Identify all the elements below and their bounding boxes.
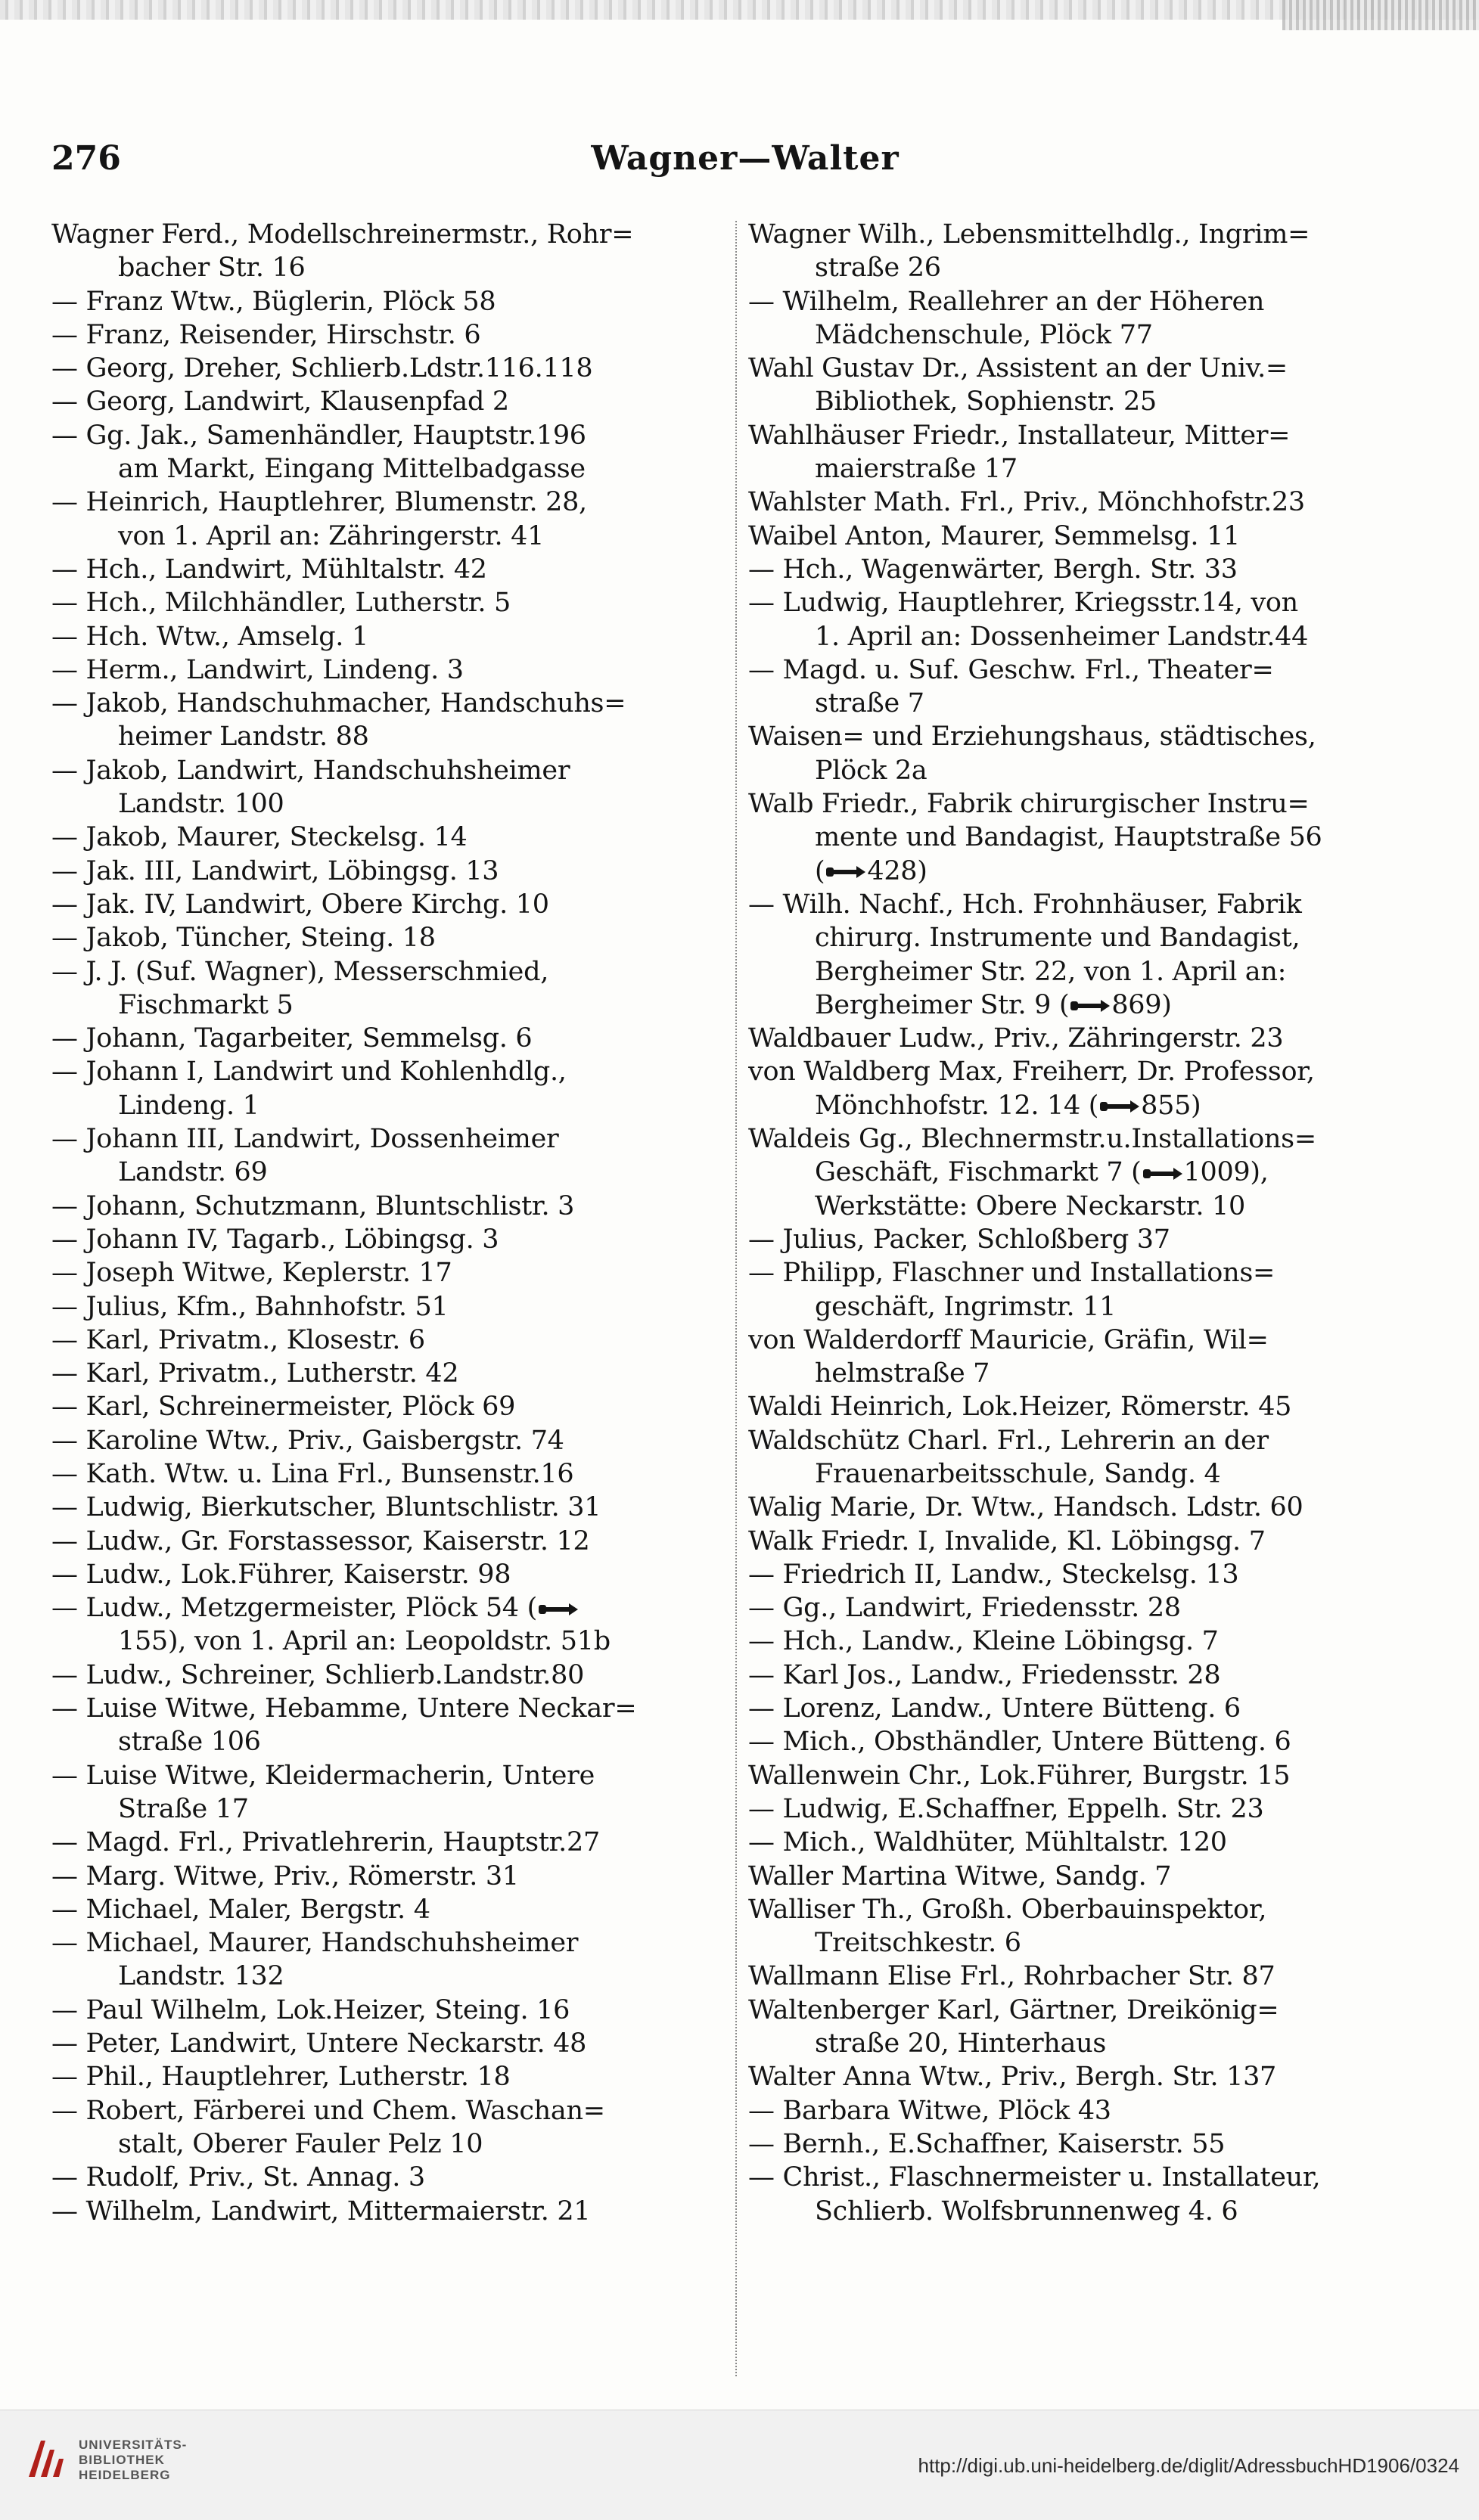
directory-entry-line xyxy=(748,1390,1433,1423)
directory-entry-line xyxy=(748,1759,1433,1792)
entry-text: — Hch., Milchhändler, Lutherstr. 5 xyxy=(51,588,511,619)
entry-text: Walb Friedr., Fabrik chirurgischer Instru= xyxy=(748,789,1310,820)
entry-text: — Georg, Landwirt, Klausenpfad 2 xyxy=(51,386,509,417)
entry-text: Wagner Ferd., Modellschreinermstr., Rohr= xyxy=(51,219,634,250)
directory-entry-line xyxy=(51,1457,729,1491)
entry-text: — Ludwig, Bierkutscher, Bluntschlistr. 31 xyxy=(51,1492,601,1523)
entry-text: — Jakob, Handschuhmacher, Handschuhs= xyxy=(51,688,626,719)
directory-entry-line xyxy=(51,1122,729,1156)
entry-text: — Ludw., Lok.Führer, Kaiserstr. 98 xyxy=(51,1559,511,1590)
entry-text: straße 7 xyxy=(815,688,924,719)
footer-bar xyxy=(0,2410,1479,2520)
directory-entry-line xyxy=(51,1324,729,1357)
directory-entry-line xyxy=(51,1156,729,1189)
directory-entry-line xyxy=(51,1826,729,1859)
entry-text: 155), von 1. April an: Leopoldstr. 51b xyxy=(118,1626,611,1657)
directory-entry-line xyxy=(51,720,729,753)
directory-entry-line xyxy=(51,855,729,888)
directory-entry-line xyxy=(748,1089,1433,1122)
entry-text: chirurg. Instrumente und Bandagist, xyxy=(815,923,1300,954)
entry-text: — Ludwig, Hauptlehrer, Kriegsstr.14, von xyxy=(748,588,1298,619)
directory-entry-line xyxy=(748,821,1433,854)
directory-entry-line xyxy=(748,1525,1433,1558)
entry-text: — Karl, Privatm., Lutherstr. 42 xyxy=(51,1358,459,1389)
university-library-logo-icon xyxy=(18,2433,71,2486)
directory-entry-line xyxy=(748,1424,1433,1457)
directory-entry-line xyxy=(748,1994,1433,2027)
entry-text: Waisen= und Erziehungshaus, städtisches, xyxy=(748,722,1316,753)
entry-text: — Hch., Landwirt, Mühltalstr. 42 xyxy=(51,554,487,585)
directory-entry-line xyxy=(748,2094,1433,2127)
logo-line: BIBLIOTHEK xyxy=(79,2453,165,2467)
directory-entry-line xyxy=(51,553,729,586)
library-logo-text xyxy=(79,2438,187,2483)
entry-text: heimer Landstr. 88 xyxy=(118,722,369,753)
entry-text: — Hch., Landw., Kleine Löbingsg. 7 xyxy=(748,1626,1219,1657)
entry-text: Treitschkestr. 6 xyxy=(815,1928,1021,1959)
directory-entry-line xyxy=(51,1022,729,1055)
directory-entry-line xyxy=(748,318,1433,352)
entry-text: — Bernh., E.Schaffner, Kaiserstr. 55 xyxy=(748,2128,1226,2159)
logo-line: HEIDELBERG xyxy=(79,2468,171,2482)
entry-text: Bergheimer Str. 22, von 1. April an: xyxy=(815,956,1287,987)
entry-text: — Karoline Wtw., Priv., Gaisbergstr. 74 xyxy=(51,1425,564,1456)
directory-entry-line xyxy=(748,1625,1433,1658)
directory-entry-line xyxy=(51,1055,729,1088)
directory-page xyxy=(47,129,1443,2382)
phone-number-text: 428) xyxy=(867,855,927,886)
directory-entry-line xyxy=(51,1860,729,1893)
directory-entry-line xyxy=(51,486,729,519)
entry-text: Wallenwein Chr., Lok.Führer, Burgstr. 15 xyxy=(748,1760,1291,1791)
telephone-handset-icon xyxy=(1098,1097,1141,1116)
right-column xyxy=(748,218,1433,2228)
directory-entry-line xyxy=(51,1792,729,1826)
directory-entry-line xyxy=(748,218,1433,251)
directory-entry-line xyxy=(748,1792,1433,1826)
telephone-handset-icon xyxy=(1069,997,1111,1015)
directory-entry-line xyxy=(748,251,1433,284)
entry-text: — Ludwig, E.Schaffner, Eppelh. Str. 23 xyxy=(748,1793,1264,1824)
directory-entry-line xyxy=(748,586,1433,619)
directory-entry-line xyxy=(51,988,729,1022)
directory-entry-line xyxy=(51,1357,729,1390)
directory-entry-line xyxy=(748,1022,1433,1055)
directory-entry-line xyxy=(51,1089,729,1122)
directory-entry-line xyxy=(748,285,1433,318)
entry-text: Walliser Th., Großh. Oberbauinspektor, xyxy=(748,1894,1267,1925)
directory-entry-line xyxy=(748,1357,1433,1390)
entry-text: — Karl, Privatm., Klosestr. 6 xyxy=(51,1324,425,1355)
entry-text: Geschäft, Fischmarkt 7 ( xyxy=(815,1157,1142,1188)
directory-entry-line xyxy=(51,1625,729,1658)
telephone-handset-icon xyxy=(537,1600,579,1618)
entry-text: — Mich., Obsthändler, Untere Bütteng. 6 xyxy=(748,1727,1291,1758)
entry-text: Waldeis Gg., Blechnermstr.u.Installations= xyxy=(748,1124,1316,1155)
directory-entry-line xyxy=(748,653,1433,687)
directory-entry-line xyxy=(748,888,1433,921)
entry-text: von Waldberg Max, Freiherr, Dr. Professor, xyxy=(748,1057,1315,1088)
entry-text: mente und Bandagist, Hauptstraße 56 xyxy=(815,822,1322,853)
entry-text: — Johann I, Landwirt und Kohlenhdlg., xyxy=(51,1057,567,1088)
entry-text: Straße 17 xyxy=(118,1793,249,1824)
phone-number-text: 869) xyxy=(1111,989,1172,1020)
entry-text: — Wilh. Nachf., Hch. Frohnhäuser, Fabrik xyxy=(748,889,1302,920)
directory-entry-line xyxy=(51,352,729,385)
directory-entry-line xyxy=(51,419,729,452)
entry-text: — Mich., Waldhüter, Mühltalstr. 120 xyxy=(748,1827,1227,1858)
entry-text: Werkstätte: Obere Neckarstr. 10 xyxy=(815,1190,1245,1221)
directory-entry-line xyxy=(748,520,1433,553)
entry-text: Mädchenschule, Plöck 77 xyxy=(815,319,1153,350)
directory-entry-line xyxy=(51,754,729,787)
directory-entry-line xyxy=(51,520,729,553)
entry-text: Waldbauer Ludw., Priv., Zähringerstr. 23 xyxy=(748,1023,1284,1054)
directory-entry-line xyxy=(748,620,1433,653)
directory-entry-line xyxy=(51,653,729,687)
directory-entry-line xyxy=(51,1893,729,1926)
entry-text: — Jakob, Landwirt, Handschuhsheimer xyxy=(51,755,570,786)
entry-text: — Michael, Maler, Bergstr. 4 xyxy=(51,1894,430,1925)
directory-entry-line xyxy=(748,2161,1433,2194)
entry-text: Landstr. 132 xyxy=(118,1961,284,1992)
directory-entry-line xyxy=(51,787,729,821)
directory-entry-line xyxy=(51,586,729,619)
directory-entry-line xyxy=(748,720,1433,753)
directory-entry-line xyxy=(51,955,729,988)
directory-entry-line xyxy=(51,1692,729,1725)
directory-entry-line xyxy=(748,1659,1433,1692)
directory-entry-line xyxy=(51,1960,729,1993)
entry-text: — Johann III, Landwirt, Dossenheimer xyxy=(51,1124,559,1155)
directory-entry-line xyxy=(748,1591,1433,1625)
directory-entry-line xyxy=(748,1223,1433,1256)
entry-text: — Magd. Frl., Privatlehrerin, Hauptstr.27 xyxy=(51,1827,600,1858)
entry-text: — Magd. u. Suf. Geschw. Frl., Theater= xyxy=(748,654,1274,685)
entry-text: — Johann, Schutzmann, Bluntschlistr. 3 xyxy=(51,1190,575,1221)
entry-text: Wahl Gustav Dr., Assistent an der Univ.= xyxy=(748,353,1288,384)
directory-entry-line xyxy=(748,921,1433,954)
entry-text: — Julius, Kfm., Bahnhofstr. 51 xyxy=(51,1291,449,1322)
entry-text: Walk Friedr. I, Invalide, Kl. Löbingsg. 7 xyxy=(748,1525,1266,1556)
directory-entry-line xyxy=(51,1256,729,1289)
entry-text: geschäft, Ingrimstr. 11 xyxy=(815,1291,1117,1322)
column-divider xyxy=(735,221,737,2376)
entry-text: — Karl, Schreinermeister, Plöck 69 xyxy=(51,1392,516,1423)
directory-entry-line xyxy=(51,1558,729,1591)
directory-entry-line xyxy=(748,1190,1433,1223)
directory-entry-line xyxy=(51,1390,729,1423)
directory-entry-line xyxy=(748,1558,1433,1591)
directory-entry-line xyxy=(748,385,1433,418)
directory-entry-line xyxy=(748,1860,1433,1893)
entry-text: — Rudolf, Priv., St. Annag. 3 xyxy=(51,2162,425,2193)
scan-top-edge xyxy=(0,0,1479,20)
directory-entry-line xyxy=(51,452,729,486)
directory-entry-line xyxy=(748,1324,1433,1357)
directory-entry-line xyxy=(748,1122,1433,1156)
directory-entry-line xyxy=(51,620,729,653)
page-header xyxy=(47,129,1443,189)
directory-entry-line xyxy=(748,553,1433,586)
directory-entry-line xyxy=(51,687,729,720)
entry-text: — Hch. Wtw., Amselg. 1 xyxy=(51,621,368,652)
entry-text: — Franz Wtw., Büglerin, Plöck 58 xyxy=(51,286,496,317)
entry-text: — J. J. (Suf. Wagner), Messerschmied, xyxy=(51,956,549,987)
entry-text: ( xyxy=(815,855,825,886)
entry-text: von 1. April an: Zähringerstr. 41 xyxy=(118,520,545,551)
directory-entry-line xyxy=(51,251,729,284)
entry-text: 1. April an: Dossenheimer Landstr.44 xyxy=(815,621,1309,652)
directory-entry-line xyxy=(748,486,1433,519)
entry-text: — Wilhelm, Landwirt, Mittermaierstr. 21 xyxy=(51,2196,591,2227)
directory-entry-line xyxy=(51,1190,729,1223)
entry-text: Waldi Heinrich, Lok.Heizer, Römerstr. 45 xyxy=(748,1392,1292,1423)
entry-text: von Walderdorff Mauricie, Gräfin, Wil= xyxy=(748,1324,1269,1355)
directory-entry-line xyxy=(748,1692,1433,1725)
phone-number-text: 855) xyxy=(1141,1090,1201,1121)
directory-entry-line xyxy=(51,1926,729,1960)
entry-text: Bibliothek, Sophienstr. 25 xyxy=(815,386,1157,417)
directory-entry-line xyxy=(51,385,729,418)
directory-entry-line xyxy=(748,1290,1433,1324)
entry-text: — Philipp, Flaschner und Installations= xyxy=(748,1258,1275,1289)
entry-text: Fischmarkt 5 xyxy=(118,989,294,1020)
directory-entry-line xyxy=(748,1960,1433,1993)
entry-text: — Paul Wilhelm, Lok.Heizer, Steing. 16 xyxy=(51,1994,570,2025)
directory-entry-line xyxy=(51,2027,729,2060)
directory-entry-line xyxy=(51,218,729,251)
entry-text: — Gg., Landwirt, Friedensstr. 28 xyxy=(748,1593,1181,1624)
directory-entry-line xyxy=(51,821,729,854)
entry-text: — Herm., Landwirt, Lindeng. 3 xyxy=(51,654,464,685)
entry-text: — Ludw., Gr. Forstassessor, Kaiserstr. 12 xyxy=(51,1525,590,1556)
directory-entry-line xyxy=(748,1457,1433,1491)
entry-text: — Jak. III, Landwirt, Löbingsg. 13 xyxy=(51,855,499,886)
entry-text: — Johann IV, Tagarb., Löbingsg. 3 xyxy=(51,1224,499,1255)
directory-entry-line xyxy=(51,1759,729,1792)
directory-entry-line xyxy=(748,1156,1433,1189)
directory-entry-line xyxy=(748,955,1433,988)
directory-entry-line xyxy=(748,452,1433,486)
running-head: Wagner—Walter xyxy=(591,139,900,178)
entry-text: Schlierb. Wolfsbrunnenweg 4. 6 xyxy=(815,2196,1238,2227)
entry-text: Walig Marie, Dr. Wtw., Handsch. Ldstr. 60 xyxy=(748,1492,1303,1523)
entry-text: — Jakob, Maurer, Steckelsg. 14 xyxy=(51,822,468,853)
left-column xyxy=(51,218,729,2228)
entry-text: Wagner Wilh., Lebensmittelhdlg., Ingrim= xyxy=(748,219,1310,250)
entry-text: — Christ., Flaschnermeister u. Installateur, xyxy=(748,2162,1321,2193)
phone-number-text: 1009), xyxy=(1183,1157,1269,1188)
directory-columns xyxy=(47,218,1443,2381)
directory-entry-line xyxy=(748,754,1433,787)
directory-entry-line xyxy=(748,1826,1433,1859)
directory-entry-line xyxy=(748,1893,1433,1926)
entry-text: — Michael, Maurer, Handschuhsheimer xyxy=(51,1928,579,1959)
entry-text: straße 26 xyxy=(815,253,941,284)
entry-text: — Ludw., Schreiner, Schlierb.Landstr.80 xyxy=(51,1659,585,1690)
entry-text: straße 20, Hinterhaus xyxy=(815,2028,1107,2059)
entry-text: Mönchhofstr. 12. 14 ( xyxy=(815,1090,1099,1121)
entry-text: — Phil., Hauptlehrer, Lutherstr. 18 xyxy=(51,2062,511,2093)
entry-text: — Luise Witwe, Kleidermacherin, Untere xyxy=(51,1760,595,1791)
directory-entry-line xyxy=(51,1725,729,1758)
entry-text: Waibel Anton, Maurer, Semmelsg. 11 xyxy=(748,520,1240,551)
entry-text: Waller Martina Witwe, Sandg. 7 xyxy=(748,1861,1172,1892)
directory-entry-line xyxy=(51,1491,729,1524)
entry-text: — Joseph Witwe, Keplerstr. 17 xyxy=(51,1258,452,1289)
directory-entry-line xyxy=(748,855,1433,888)
entry-text: Walter Anna Wtw., Priv., Bergh. Str. 137 xyxy=(748,2062,1277,2093)
entry-text: Wahlhäuser Friedr., Installateur, Mitter= xyxy=(748,420,1291,451)
entry-text: — Karl Jos., Landw., Friedensstr. 28 xyxy=(748,1659,1221,1690)
entry-text: — Friedrich II, Landw., Steckelsg. 13 xyxy=(748,1559,1239,1590)
directory-entry-line xyxy=(748,2127,1433,2161)
entry-text: Bergheimer Str. 9 ( xyxy=(815,989,1070,1020)
directory-entry-line xyxy=(51,1290,729,1324)
telephone-handset-icon xyxy=(825,863,867,881)
entry-text: maierstraße 17 xyxy=(815,454,1018,485)
directory-entry-line xyxy=(51,2094,729,2127)
scan-top-edge-dark xyxy=(1282,0,1479,30)
source-url-link[interactable]: http://digi.ub.uni-heidelberg.de/diglit/AdressbuchHD1906/0324 xyxy=(918,2454,1459,2477)
directory-entry-line xyxy=(748,352,1433,385)
entry-text: — Luise Witwe, Hebamme, Untere Neckar= xyxy=(51,1693,637,1724)
directory-entry-line xyxy=(748,1256,1433,1289)
directory-entry-line xyxy=(51,1659,729,1692)
telephone-handset-icon xyxy=(1142,1165,1184,1183)
directory-entry-line xyxy=(748,1926,1433,1960)
entry-text: — Heinrich, Hauptlehrer, Blumenstr. 28, xyxy=(51,487,587,518)
entry-text: bacher Str. 16 xyxy=(118,253,306,284)
directory-entry-line xyxy=(51,2060,729,2093)
directory-entry-line xyxy=(748,419,1433,452)
directory-entry-line xyxy=(51,1525,729,1558)
logo-line: UNIVERSITÄTS- xyxy=(79,2438,188,2452)
entry-text: Landstr. 69 xyxy=(118,1157,268,1188)
directory-entry-line xyxy=(51,285,729,318)
directory-entry-line xyxy=(748,2027,1433,2060)
directory-entry-line xyxy=(748,687,1433,720)
entry-text: — Julius, Packer, Schloßberg 37 xyxy=(748,1224,1170,1255)
entry-text: — Marg. Witwe, Priv., Römerstr. 31 xyxy=(51,1861,519,1892)
entry-text: Waltenberger Karl, Gärtner, Dreikönig= xyxy=(748,1994,1279,2025)
entry-text: — Franz, Reisender, Hirschstr. 6 xyxy=(51,319,481,350)
entry-text: — Robert, Färberei und Chem. Waschan= xyxy=(51,2095,605,2126)
entry-text: Wahlster Math. Frl., Priv., Mönchhofstr.23 xyxy=(748,487,1305,518)
entry-text: — Gg. Jak., Samenhändler, Hauptstr.196 xyxy=(51,420,586,451)
directory-entry-line xyxy=(51,2161,729,2194)
entry-text: — Jak. IV, Landwirt, Obere Kirchg. 10 xyxy=(51,889,549,920)
entry-text: — Barbara Witwe, Plöck 43 xyxy=(748,2095,1111,2126)
directory-entry-line xyxy=(748,988,1433,1022)
directory-entry-line xyxy=(51,1223,729,1256)
directory-entry-line xyxy=(748,2060,1433,2093)
entry-text: am Markt, Eingang Mittelbadgasse xyxy=(118,454,586,485)
entry-text: Frauenarbeitsschule, Sandg. 4 xyxy=(815,1458,1221,1489)
entry-text: — Hch., Wagenwärter, Bergh. Str. 33 xyxy=(748,554,1238,585)
directory-entry-line xyxy=(51,1994,729,2027)
entry-text: — Kath. Wtw. u. Lina Frl., Bunsenstr.16 xyxy=(51,1458,574,1489)
directory-entry-line xyxy=(748,1055,1433,1088)
entry-text: stalt, Oberer Fauler Pelz 10 xyxy=(118,2128,483,2159)
directory-entry-line xyxy=(748,787,1433,821)
directory-entry-line xyxy=(51,888,729,921)
entry-text: — Peter, Landwirt, Untere Neckarstr. 48 xyxy=(51,2028,587,2059)
page-number: 276 xyxy=(51,139,121,178)
directory-entry-line xyxy=(748,1491,1433,1524)
directory-entry-line xyxy=(51,921,729,954)
entry-text: — Wilhelm, Reallehrer an der Höheren xyxy=(748,286,1265,317)
entry-text: helmstraße 7 xyxy=(815,1358,990,1389)
entry-text: — Johann, Tagarbeiter, Semmelsg. 6 xyxy=(51,1023,533,1054)
entry-text: Lindeng. 1 xyxy=(118,1090,259,1121)
directory-entry-line xyxy=(748,1725,1433,1758)
entry-text: straße 106 xyxy=(118,1727,261,1758)
entry-text: Waldschütz Charl. Frl., Lehrerin an der xyxy=(748,1425,1269,1456)
entry-text: Wallmann Elise Frl., Rohrbacher Str. 87 xyxy=(748,1961,1275,1992)
directory-entry-line xyxy=(748,2195,1433,2228)
entry-text: — Ludw., Metzgermeister, Plöck 54 ( xyxy=(51,1593,537,1624)
directory-entry-line xyxy=(51,318,729,352)
directory-entry-line xyxy=(51,1424,729,1457)
directory-entry-line xyxy=(51,2127,729,2161)
entry-text: Plöck 2a xyxy=(815,755,927,786)
directory-entry-line xyxy=(51,2195,729,2228)
directory-entry-line xyxy=(51,1591,729,1625)
entry-text: Landstr. 100 xyxy=(118,789,284,820)
entry-text: — Lorenz, Landw., Untere Bütteng. 6 xyxy=(748,1693,1241,1724)
entry-text: — Georg, Dreher, Schlierb.Ldstr.116.118 xyxy=(51,353,593,384)
entry-text: — Jakob, Tüncher, Steing. 18 xyxy=(51,923,436,954)
